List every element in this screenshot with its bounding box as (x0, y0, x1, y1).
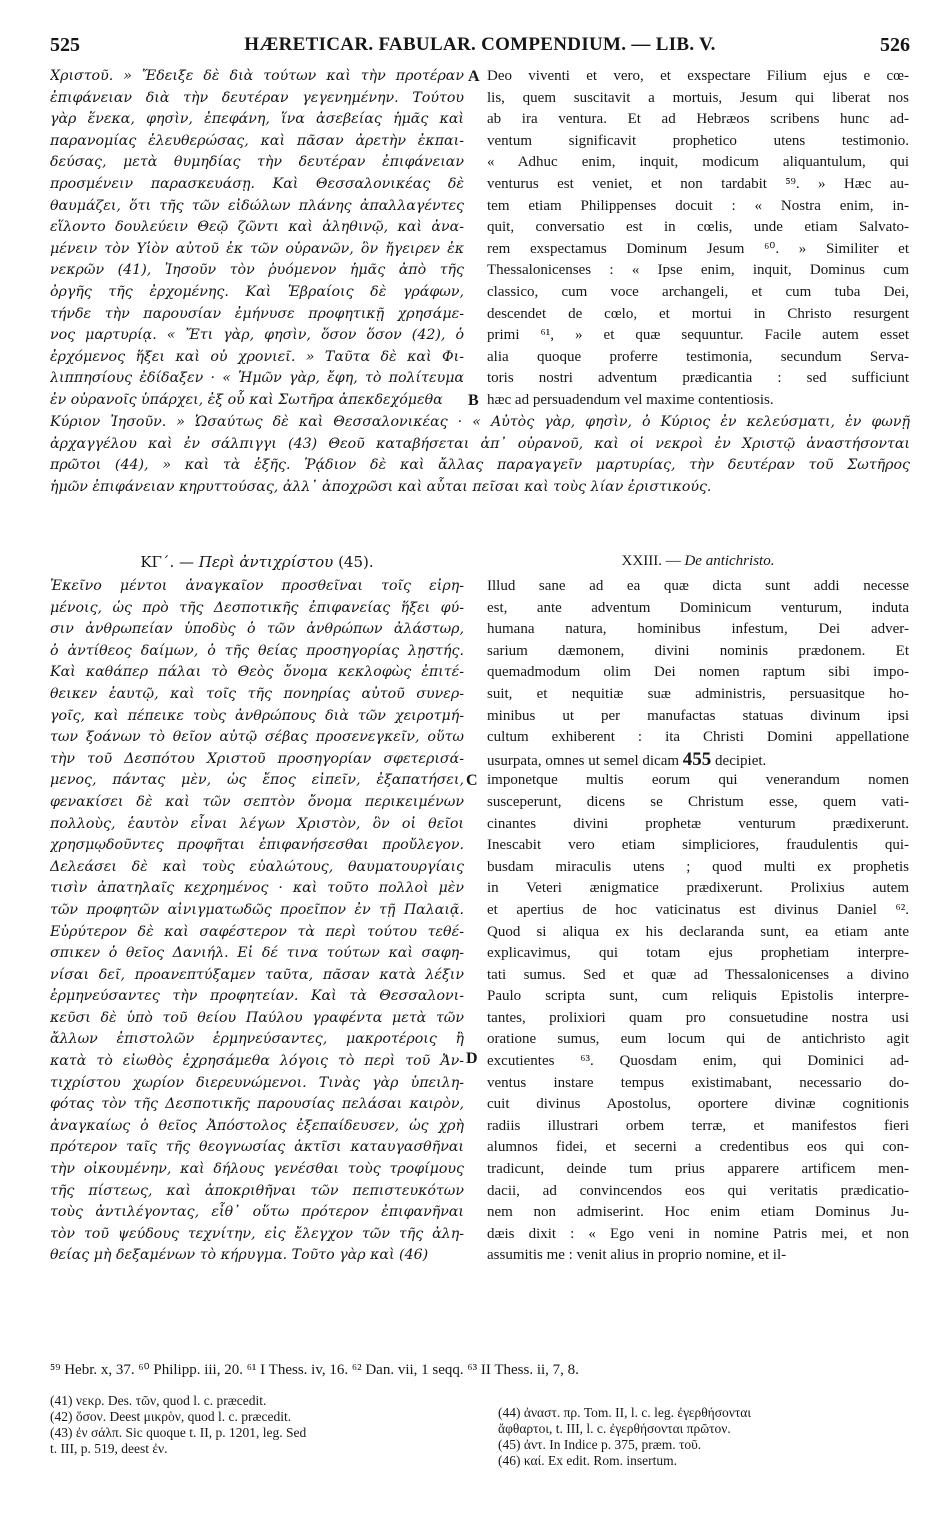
text-line: ἀναγκαίως ὁ θεῖος Ἀπόστολος ἐξεπαίδευσεν, ὡς χρὴ (50, 1117, 464, 1134)
text-line: tati sumus. Sed et quæ ad Thessalonicenses a divino (487, 966, 909, 983)
text-line: imponetque multis eorum qui venerandum nomen (487, 772, 909, 789)
text-line: κατὰ τὸ εἰωθὸς ἐχρησάμεθα λόγοις τὸ περὶ τοῦ Ἀν- (50, 1053, 464, 1070)
section-note-greek: (45). (338, 553, 374, 571)
text-line: των ξοάνων τὸ θεῖον αὐτῷ σέβας προσενεγκεῖν, οὕτω (50, 729, 464, 746)
text-line: χρησμῳδοῦντες προφῆται ἐπιφανήσεσθαι προὔλεγον. (50, 837, 464, 854)
text-line: radiis illustrari orbem terræ, et manifestos fieri (487, 1117, 909, 1134)
text-line: usurpata, omnes ut semel dicam 455 decipiet. (487, 748, 767, 770)
text-line: πολλοὺς, ἑαυτὸν εἶναι λέγων Χριστὸν, ὃν οἱ θεῖοι (50, 815, 464, 832)
text-line: classico, cum voce archangeli, et cum tuba Dei, (487, 283, 909, 300)
text-line: et apertius de hoc vaticinatus est divinus Daniel ⁶². (487, 901, 909, 918)
text-line: descendet de cœlo, et mortui in Christo resurgent (487, 305, 909, 322)
text-line: θείας μὴ δεξαμένων τὸ κήρυγμα. Τοῦτο γὰρ καὶ (46) (50, 1247, 429, 1264)
text-line: ab ira ventura. Et ad Hebræos scribens hunc ad- (487, 111, 909, 128)
text-line: ἐρχόμενος ἥξει καὶ οὐ χρονιεῖ. » Ταῦτα δὲ καὶ Φι- (50, 348, 464, 365)
footnote-line: (41) νεκρ. Des. τῶν, quod l. c. præcedit. (50, 1393, 267, 1408)
text-line: νεκρῶν (41), Ἰησοῦν τὸν ῥυόμενον ἡμᾶς ἀπὸ τῆς (50, 262, 464, 279)
text-line: πρῶτοι (44), » καὶ τὰ ἑξῆς. Ῥᾴδιον δὲ καὶ ἄλλας παραγαγεῖν μαρτυρίας, τὴν δευτέραν τοῦ Σωτῆρος (50, 457, 910, 474)
footnote-line: ἄφθαρτοι, t. III, l. c. ἐγερθήσονται πρῶτον. (498, 1421, 731, 1436)
text-line: Inescabit vero etiam simpliciores, fraudulentis qui- (487, 837, 909, 854)
text-line: Καὶ καθάπερ πάλαι τὸ Θεὸς ὄνομα κεκλοφὼς ἐπιτέ- (50, 664, 464, 681)
text-line: in Veteri ænigmatice prædixerunt. Prolixius autem (487, 880, 909, 897)
text-line: venturus est veniet, et non tardabit ⁵⁹. » Hæc au- (487, 175, 909, 192)
margin-marker-d: D (466, 1050, 478, 1067)
text-line: oratione sumus, eum locum qui de antichristo agit (487, 1031, 909, 1048)
text-line: ventus instare tempus existimabant, necessario do- (487, 1074, 909, 1091)
section-number-latin: XXIII. — (621, 553, 681, 569)
text-line: Δελεάσει δὲ καὶ τοὺς εὐαλώτους, θαυματουργίαις (50, 858, 464, 875)
section-title-latin: De antichristo. (684, 553, 775, 569)
text-line: θαυμάζει, ὅτι τῆς τῶν εἰδώλων πλάνης ἀπαλλαγέντες (50, 197, 464, 214)
text-line: suit, et nequitiæ suæ administris, persuasitque ho- (487, 685, 909, 702)
text-line: ἄλλων ἐπιστολῶν ἑρμηνεύσαντες, μακροτέροις ἢ (50, 1031, 464, 1048)
text-line: εἵλοντο δουλεύειν Θεῷ ζῶντι καὶ ἀληθινῷ, καὶ ἀνα- (50, 219, 464, 236)
text-line: ἐπιφάνειαν διὰ τὴν δευτέραν γεγενημένην. Τούτου (50, 89, 464, 106)
text-line: ὁ ἀντίθεος δαίμων, ὁ τῆς θείας προσηγορίας λῃστής. (50, 642, 464, 659)
text-line: προσμένειν παρασκευάσῃ. Καὶ Θεσσαλονικέας δὲ (50, 175, 464, 192)
page-number-left: 525 (50, 34, 80, 56)
text-line: toris nostri adventum prædicantia : sed sufficiunt (487, 370, 909, 387)
text-line: τὴν τοῦ Δεσπότου Χριστοῦ προσηγορίαν σφετερισά- (50, 750, 464, 767)
text-line: primi ⁶¹, » et quæ sequuntur. Facile autem esset (487, 327, 909, 344)
text-line: ἑρμηνεύσαντες τὴν προφητείαν. Καὶ τὰ Θεσσαλονι- (50, 988, 464, 1005)
text-line: explicavimus, qui totam ejus prophetiam interpre- (487, 945, 909, 962)
text-line: Paulo scripta sunt, cum reliquis Epistolis interpre- (487, 988, 909, 1005)
text-line: hæc ad persuadendum vel maxime contentiosis. (487, 391, 774, 408)
text-line: μένειν τὸν Υἱὸν αὐτοῦ ἐκ τῶν οὐρανῶν, ὃν ἤγειρεν ἐκ (50, 240, 464, 257)
text-line: θεικεν ἑαυτῷ, καὶ τοῖς τῆς πονηρίας αὐτοῦ συνερ- (50, 685, 464, 702)
text-line: νίσαι δεῖ, προανεπτύξαμεν ταῦτα, πᾶσαν κατὰ λέξιν (50, 966, 464, 983)
text-line: τισὶν ἀπατηλαῖς κεχρημένος · καὶ τοῦτο πολλοὶ μὲν (50, 880, 464, 897)
text-line: dacii, ad convincendos eos qui veritatis prædicatio- (487, 1182, 909, 1199)
text-line: cultum exhiberent : ita Christi Domini appellatione (487, 729, 909, 746)
text-line: ventum significavit prophetico utens testimonio. (487, 132, 909, 149)
text-line: tantes, prolixiori quam pro consuetudine nostra usi (487, 1009, 909, 1026)
text-line: ἀρχαγγέλου καὶ ἐν σάλπιγγι (43) Θεοῦ καταβήσεται ἀπ᾽ οὐρανοῦ, καὶ οἱ νεκροὶ ἐν Χριστῷ ἀναστήσονται (50, 435, 910, 452)
text-line: ἡμῶν ἐπιφάνειαν κηρυττούσας, ἀλλ᾽ ἀποχρῶσι καὶ αὗται πεῖσαι καὶ τοὺς λίαν ἐριστικούς. (50, 478, 712, 495)
text-line: busdam miraculis utens ; quod multi ex prophetis (487, 858, 909, 875)
text-line: μενος, πάντας μὲν, ὡς ἔπος εἰπεῖν, ἐξαπατήσει, (50, 772, 464, 789)
greek-full-width-text (50, 412, 910, 498)
text-line: παρανομίας ἐλευθερώσας, καὶ πᾶσαν ἀρετὴν ἐκπαι- (50, 132, 464, 149)
text-line: τοὺς ἀντιλέγοντας, εἶθ᾽ οὕτω πρότερον ἐπιφανῆναι (50, 1204, 464, 1221)
text-line: γοῖς, καὶ πέπεικε τοὺς ἀνθρώπους διὰ τῶν χειροτμή- (50, 707, 464, 724)
footnote-line: (46) καί. Ex edit. Rom. insertum. (498, 1453, 677, 1468)
greek-column-body (50, 576, 464, 1267)
text-line: sarium dæmonem, divini nominis prædonem. Et (487, 642, 909, 659)
text-line: γὰρ ἕνεκα, φησὶν, ἐπεφάνη, ἵνα ἀσεβείας ἡμᾶς καὶ (50, 111, 464, 128)
text-line: alumnos fidei, et secerni a credentibus eos qui con- (487, 1139, 909, 1156)
text-line: Quod si aliqua ex his declaranda sunt, ea etiam ante (487, 923, 909, 940)
margin-marker-b: B (468, 392, 479, 409)
footnote-line: t. III, p. 519, deest ἐν. (50, 1441, 168, 1456)
inline-word: decipiet. (711, 752, 767, 769)
text-line: ἐν οὐρανοῖς ὑπάρχει, ἐξ οὗ καὶ Σωτῆρα ἀπεκδεχόμεθα (50, 391, 443, 408)
text-line: φότας τὸν τῆς Δεσποτικῆς παρουσίας πελάσαι καιρὸν, (50, 1096, 464, 1113)
text-line: Thessalonicenses : « Ipse enim, inquit, Dominus cum (487, 262, 909, 279)
section-heading-greek (50, 553, 464, 571)
text-line: Deo viventi et vero, et exspectare Filium ejus e cœ- (487, 68, 909, 84)
text-line: susceperunt, dicens se Christum esse, quem vati- (487, 793, 909, 810)
text-line: tem etiam Philippenses docuit : « Nostra enim, in- (487, 197, 909, 214)
text-line: νος μαρτυρίᾳ. « Ἔτι γὰρ, φησὶν, ὅσον ὅσον (42), ὁ (50, 327, 464, 344)
greek-column-top (50, 66, 464, 412)
margin-marker-c: C (466, 772, 478, 789)
text-line: est, ante adventum Dominicum venturum, induta (487, 599, 909, 616)
text-line: rem exspectamus Dominum Jesum ⁶⁰. » Similiter et (487, 240, 909, 257)
footnote-line: (44) ἀναστ. πρ. Tom. II, l. c. leg. ἐγερθήσονται (498, 1405, 751, 1420)
text-line: cinantes divini prophetæ venturum prædixerunt. (487, 815, 909, 832)
running-header (50, 34, 910, 60)
text-line: lis, quem suscitavit a mortuis, Jesum qui liberat nos (487, 89, 909, 106)
text-line: excutientes ⁶³. Quosdam enim, qui Dominici ad- (487, 1053, 909, 1070)
text-line: Εὐρύτερον δὲ καὶ σαφέστερον τὰ περὶ τούτου τεθέ- (50, 923, 464, 940)
text-line: assumitis me : venit alius in proprio nomine, et il- (487, 1247, 787, 1264)
section-title-greek: Περὶ ἀντιχρίστου (198, 553, 334, 571)
footnotes-right (498, 1405, 910, 1469)
page-number-right: 526 (880, 34, 910, 56)
text-line: λιππησίους ἐδίδαξεν · « Ἡμῶν γὰρ, ἔφη, τὸ πολίτευμα (50, 370, 464, 387)
scripture-references: ⁵⁹ Hebr. x, 37. ⁶⁰ Philipp. iii, 20. ⁶¹ I Thess. iv, 16. ⁶² Dan. vii, 1 seqq. ⁶³ II Thess. ii, 7, 8. (50, 1362, 579, 1378)
text-line: cuit divinus Apostolus, oportere divinæ cognitionis (487, 1096, 909, 1113)
text-line: πρότερον ταῖς τῆς θεογνωσίας ἀκτῖσι καταυγασθῆναι (50, 1139, 464, 1156)
footnote-line: (42) ὅσον. Deest μικρὸν, quod l. c. præcedit. (50, 1409, 292, 1424)
footnotes-left (50, 1393, 470, 1457)
text-line: φενακίσει δὲ καὶ τῶν σεπτὸν ὄνομα περικειμένων (50, 793, 464, 810)
text-line: Ἐκεῖνο μέντοι ἀναγκαῖον προσθεῖναι τοῖς εἰρη- (50, 578, 464, 594)
text-line: σιν ἀνθρωπείαν ὑποδὺς ὁ τῶν ἀνθρώπων ἀλάστωρ, (50, 621, 464, 638)
text-line: humana natura, hominibus infestum, Dei adver- (487, 621, 909, 638)
text-line: ὀργῆς τῆς ἐρχομένης. Καὶ Ἑβραίοις δὲ γράφων, (50, 283, 464, 300)
text-line: minibus ut per manufactas statuas divinum ipsi (487, 707, 909, 724)
text-line: Illud sane ad ea quæ dicta sunt addi necesse (487, 578, 909, 594)
text-line: quit, conversatio est in cœlis, unde etiam Salvato- (487, 219, 909, 236)
text-line: nem non admiserint. Hoc enim etiam Dominus Ju- (487, 1204, 909, 1221)
text-line: τήνδε τὴν παρουσίαν ἐμήνυσε προφητικῇ χρησάμε- (50, 305, 464, 322)
footnote-line: (45) ἀντ. In Indice p. 375, præm. τοῦ. (498, 1437, 702, 1452)
text-line: τὴν οἰκουμένην, καὶ δήλους γενέσθαι τοὺς τροφίμους (50, 1161, 464, 1178)
text-line: κεῦσι δὲ ὑπὸ τοῦ θείου Παύλου γραφέντα μετὰ τῶν (50, 1009, 464, 1026)
footnote-line: (43) ἐν σάλπ. Sic quoque t. II, p. 1201, leg. Sed (50, 1425, 307, 1440)
latin-column-body (487, 576, 909, 1267)
text-line: τῆς πίστεως, καὶ ἀποκριθῆναι τῶν πεπιστευκότων (50, 1182, 464, 1199)
text-line: μένοις, ὡς πρὸ τῆς Δεσποτικῆς ἐπιφανείας ἥξει φύ- (50, 599, 464, 616)
text-line: σπικεν ὁ θεῖος Δανιήλ. Εἰ δέ τινα τούτων καὶ σαφη- (50, 945, 464, 962)
text-line: « Adhuc enim, inquit, modicum aliquantulum, qui (487, 154, 909, 171)
margin-marker-a: A (468, 68, 480, 85)
column-number: 455 (682, 748, 712, 770)
text-line: dæis dixit : « Ego veni in nomine Patris mei, et non (487, 1225, 909, 1242)
section-heading-latin (487, 553, 909, 570)
text-line: τὸν τοῦ ψεύδους τεχνίτην, εἰς ἔλεγχον τῶν τῆς ἀλη- (50, 1225, 464, 1242)
text-line: Κύριον Ἰησοῦν. » Ὡσαύτως δὲ καὶ Θεσσαλονικέας · « Αὐτὸς γὰρ, φησὶν, ὁ Κύριος ἐν κελεύσματι, ἐν φωνῇ (50, 414, 910, 430)
text-line: alia quoque proferre testimonia, secundum Serva- (487, 348, 909, 365)
text-line: tradicunt, deinde tum prius apparere artificem men- (487, 1161, 909, 1178)
running-title: HÆRETICAR. FABULAR. COMPENDIUM. — LIB. V. (244, 34, 716, 55)
text-line: τῶν προφητῶν αἰνιγματωδῶς προεῖπον ἐν τῇ Παλαιᾷ. (50, 901, 464, 918)
latin-column-top (487, 66, 909, 412)
text-line: δεύσας, μετὰ θυμηδίας τὴν δευτέραν ἐπιφάνειαν (50, 154, 464, 171)
text-line: τιχρίστου χωρίον διερευνώμενοι. Τινὰς γὰρ ὑπειλη- (50, 1074, 464, 1091)
text-line: Χριστοῦ. » Ἔδειξε δὲ διὰ τούτων καὶ τὴν προτέραν (50, 68, 464, 84)
text-line: quemadmodum olim Dei nomen raptum sibi impo- (487, 664, 909, 681)
section-number-greek: ΚΓ΄. — (140, 553, 194, 571)
